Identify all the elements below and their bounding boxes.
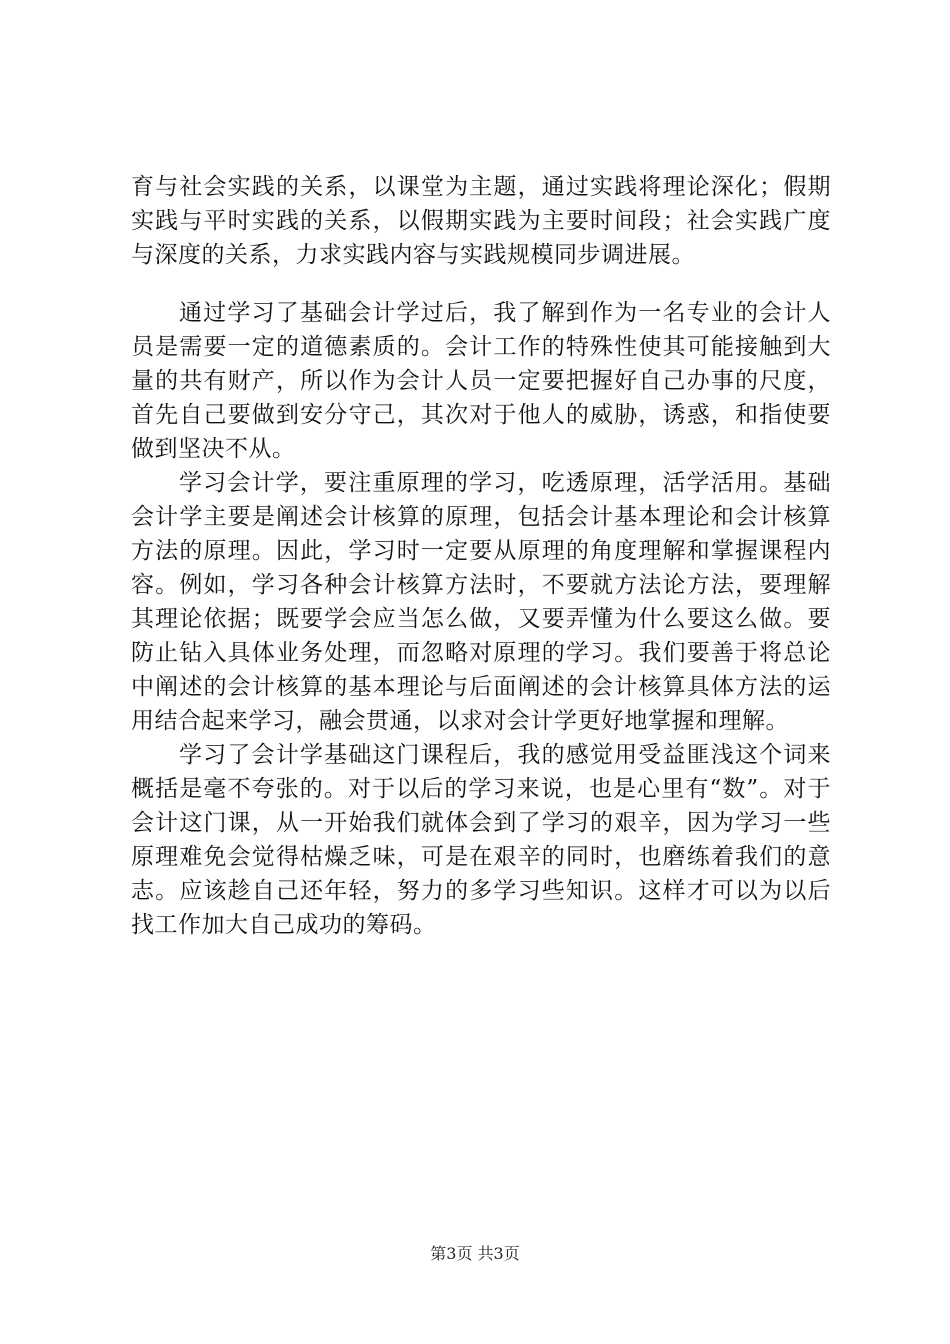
paragraph-continued: 育与社会实践的关系，以课堂为主题，通过实践将理论深化；假期实践与平时实践的关系，以假期实践为主要时间段；社会实践广度与深度的关系，力求实践内容与实践规模同步调进展。 bbox=[131, 174, 831, 268]
document-body bbox=[131, 170, 831, 942]
page-footer: 第3页 共3页 bbox=[430, 1244, 520, 1263]
paragraph-conclusion: 学习了会计学基础这门课程后，我的感觉用受益匪浅这个词来概括是毫不夸张的。对于以后的学习来说，也是心里有“数”。对于会计这门课，从一开始我们就体会到了学习的艰辛，因为学习一些原理难免会觉得枯燥乏味，可是在艰辛的同时，也磨练着我们的意志。应该趁自己还年轻，努力的多学习些知识。这样才可以为以后找工作加大自己成功的筹码。 bbox=[131, 742, 831, 938]
paragraph-ethics: 通过学习了基础会计学过后，我了解到作为一名专业的会计人员是需要一定的道德素质的。会计工作的特殊性使其可能接触到大量的共有财产，所以作为会计人员一定要把握好自己办事的尺度，首先自己要做到安分守己，其次对于他人的威胁，诱惑，和指使要做到坚决不从。 bbox=[131, 300, 831, 462]
paragraph-principles: 学习会计学，要注重原理的学习，吃透原理，活学活用。基础会计学主要是阐述会计核算的原理，包括会计基本理论和会计核算方法的原理。因此，学习时一定要从原理的角度理解和掌握课程内容。例如，学习各种会计核算方法时，不要就方法论方法，要理解其理论依据；既要学会应当怎么做，又要弄懂为什么要这么做。要防止钻入具体业务处理，而忽略对原理的学习。我们要善于将总论中阐述的会计核算的基本理论与后面阐述的会计核算具体方法的运用结合起来学习，融会贯通，以求对会计学更好地掌握和理解。 bbox=[131, 470, 831, 734]
